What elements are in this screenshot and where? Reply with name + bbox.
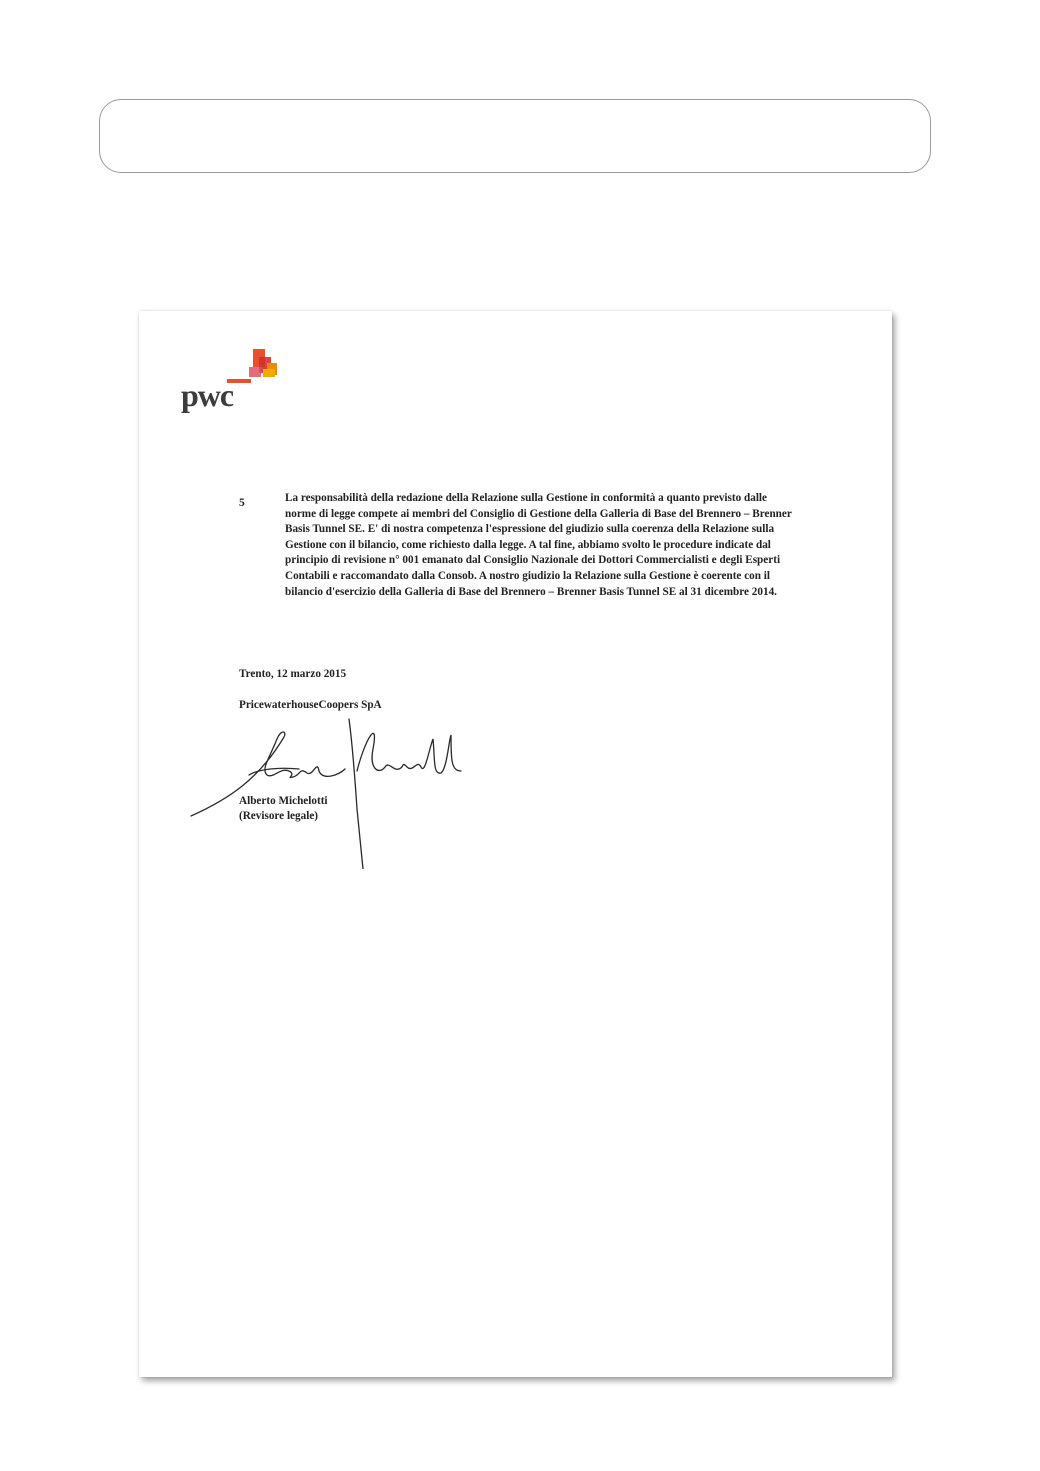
- place-date: Trento, 12 marzo 2015: [239, 668, 347, 680]
- pwc-logo-mark-icon: [227, 349, 279, 385]
- paragraph-text: La responsabilità della redazione della Relazione sulla Gestione in conformità a quanto previsto dalle norme di legge compete ai membri del Consiglio di Gestione della Galleria di Base del Brennero – Brenner Basis Tunnel SE. E' di nostra competenza l'espressione del giudizio sulla coerenza della Relazione sulla Gestione con il bilancio, come richiesto dalla legge. A tal fine, abbiamo svolto le procedure indicate dal principio di revisione n° 001 emanato dal Consiglio Nazionale dei Dottori Commercialisti e degli Esperti Contabili e raccomandato dalla Consob. A nostro giudizio la Relazione sulla Gestione è coerente con il bilancio d'esercizio della Galleria di Base del Brennero – Brenner Basis Tunnel SE al 31 dicembre 2014.: [285, 492, 792, 598]
- handwritten-signature: [189, 709, 479, 869]
- paragraph-number: 5: [239, 497, 245, 509]
- firm-name: PricewaterhouseCoopers SpA: [239, 699, 382, 711]
- scanned-letter-page: [139, 311, 892, 1377]
- pwc-logo: [181, 349, 281, 424]
- signatory-role: (Revisore legale): [239, 810, 319, 822]
- pwc-logo-text: pwc: [181, 377, 234, 413]
- header-banner: [99, 99, 931, 173]
- signatory-name: Alberto Michelotti: [239, 795, 328, 807]
